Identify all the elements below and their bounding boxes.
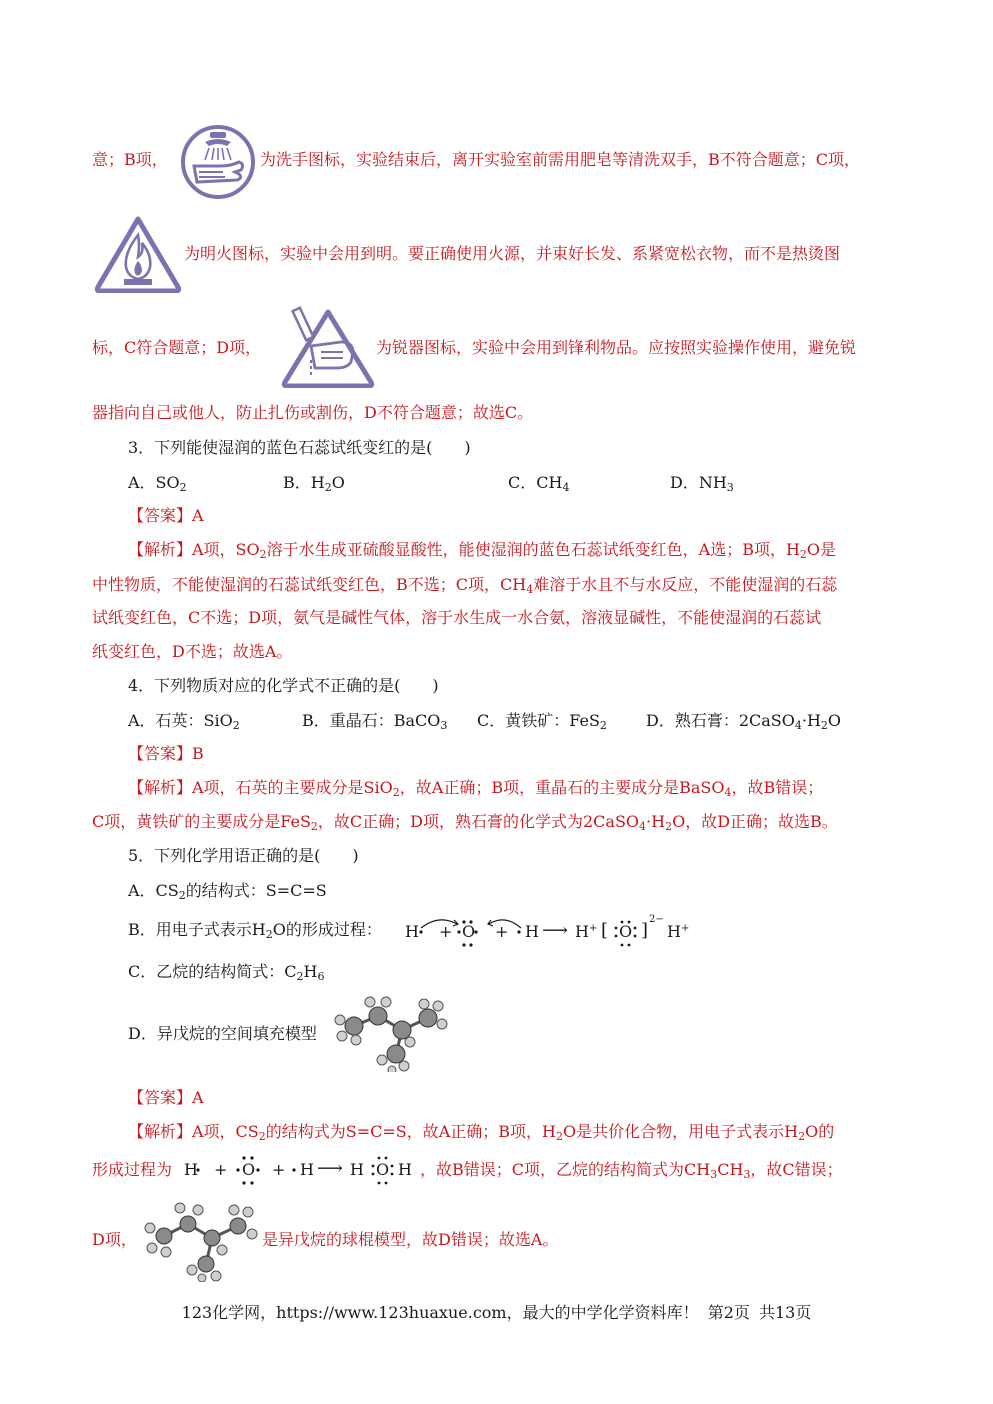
q4-option-d: D．熟石膏：$2CaSO_4\cdot H_2O$ — [646, 711, 842, 732]
eq-plus: + — [495, 922, 509, 941]
question-5-stem: 5．下列化学用语正确的是( ) — [128, 846, 359, 865]
question-4-stem: 4．下列物质对应的化学式不正确的是( ) — [128, 676, 439, 695]
footer-site-text: 123化学网，https://www.123huaxue.com，最大的中学化学资料库！ — [181, 1303, 699, 1322]
q5-option-a: A．$CS_2$的结构式：S=C=S — [128, 881, 327, 902]
eq-bracket-left: [ — [601, 920, 609, 941]
eq-h-plus: H+ — [575, 922, 598, 941]
q4-explanation-line: 【解析】A项，石英的主要成分是SiO$_2$，故A正确；B项，重晶石的主要成分是BaSO$_4$，故B错误； — [128, 778, 824, 799]
eq-o: O — [242, 1160, 256, 1179]
isopentane-ball-stick-image — [140, 1196, 262, 1282]
isopentane-model-image — [330, 990, 450, 1072]
footer-page-total: 共13页 — [758, 1303, 812, 1322]
q4-answer: 【答案】B — [128, 744, 204, 763]
h2o-formation-equation-correct — [184, 1152, 419, 1188]
q5-explanation-line: 【解析】A项，$CS_2$的结构式为S=C=S，故A正确；B项，$H_2O$是共价化合物，用电子式表示$H_2O$的 — [128, 1122, 835, 1143]
q3-option-c: C．$CH_4$ — [508, 473, 570, 494]
q3-explanation-line: 纸变红色，D不选；故选A。 — [92, 642, 293, 661]
q5-explanation-line: 是异戊烷的球棍模型，故D错误；故选A。 — [262, 1230, 559, 1249]
q3-explanation-line: 中性物质，不能使湿润的石蕊试纸变红色，B不选；C项，$CH_4$难溶于水且不与水反应，不能使湿润的石蕊 — [92, 575, 838, 596]
eq-h2: H — [525, 922, 539, 941]
q5-explanation-line: ，故B错误；C项，乙烷的结构简式为$CH_3CH_3$，故C错误； — [420, 1160, 843, 1181]
h2o-formation-equation-wrong — [405, 914, 695, 950]
question-3-stem: 3．下列能使湿润的蓝色石蕊试纸变红的是( ) — [128, 438, 471, 457]
q3-explanation-line: 【解析】A项，$SO_2$溶于水生成亚硫酸显酸性，能使湿润的蓝色石蕊试纸变红色，A选；B项，$H_2O$是 — [128, 540, 837, 561]
q3-option-d: D．$NH_3$ — [670, 473, 734, 494]
q3-answer: 【答案】A — [128, 506, 204, 525]
eq-bracket-right: ] — [641, 920, 649, 941]
eq-plus: + — [439, 922, 453, 941]
eq-plus: + — [214, 1160, 228, 1179]
q5-option-b: B．用电子式表示$H_2O$的形成过程： — [128, 920, 382, 941]
q4-option-b: B．重晶石：BaCO$_3$ — [302, 711, 448, 732]
q3-option-a: A．$SO_2$ — [128, 473, 187, 494]
q5-explanation-line: 形成过程为 — [92, 1160, 173, 1179]
q4-explanation-line: C项，黄铁矿的主要成分是FeS$_2$，故C正确；D项，熟石膏的化学式为$2CaSO_4\cdot H_2O$，故D正确；故选B。 — [92, 812, 838, 833]
text-line: 为锐器图标，实验中会用到锋利物品。应按照实验操作使用，避免锐 — [376, 338, 857, 357]
open-flame-icon — [94, 213, 182, 293]
q4-option-c: C．黄铁矿：FeS$_2$ — [477, 711, 607, 732]
eq-h: H — [398, 1160, 412, 1179]
q5-option-c: C．乙烷的结构简式：$C_2H_6$ — [128, 962, 325, 983]
text-line: 为洗手图标，实验结束后，离开实验室前需用肥皂等清洗双手，B不符合题意；C项， — [260, 150, 861, 169]
text-line: 标，C符合题意；D项， — [92, 338, 262, 357]
text-line: 为明火图标，实验中会用到明。要正确使用火源，并束好长发、系紧宽松衣物，而不是热烫图 — [184, 244, 841, 263]
eq-h1: H — [184, 1160, 198, 1179]
q5-explanation-line: D项， — [92, 1230, 137, 1249]
eq-h1: H — [405, 922, 419, 941]
eq-h: H — [350, 1160, 364, 1179]
eq-o: O — [462, 922, 476, 941]
sharp-object-icon — [281, 306, 375, 388]
page-footer — [0, 1300, 993, 1323]
eq-o: O — [376, 1160, 390, 1179]
q5-option-d: D．异戊烷的空间填充模型 — [128, 1024, 317, 1043]
text-line: 器指向自己或他人，防止扎伤或割伤，D不符合题意；故选C。 — [92, 403, 534, 422]
q4-option-a: A．石英：SiO$_2$ — [128, 711, 240, 732]
eq-arrow: ⟶ — [542, 920, 568, 941]
eq-o: O — [619, 922, 633, 941]
eq-charge: 2− — [649, 914, 664, 925]
handwash-icon — [177, 124, 259, 200]
q3-option-b: B．$H_2O$ — [283, 473, 345, 494]
eq-arrow: ⟶ — [317, 1158, 343, 1179]
eq-h-plus: H+ — [667, 922, 690, 941]
q5-answer: 【答案】A — [128, 1088, 204, 1107]
text-line: 意；B项， — [92, 150, 168, 169]
footer-page-number: 第2页 — [707, 1303, 750, 1322]
q3-explanation-line: 试纸变红色，C不选；D项，氨气是碱性气体，溶于水生成一水合氨，溶液显碱性，不能使湿润的石蕊试 — [92, 608, 822, 627]
eq-h2: H — [300, 1160, 314, 1179]
eq-plus: + — [272, 1160, 286, 1179]
